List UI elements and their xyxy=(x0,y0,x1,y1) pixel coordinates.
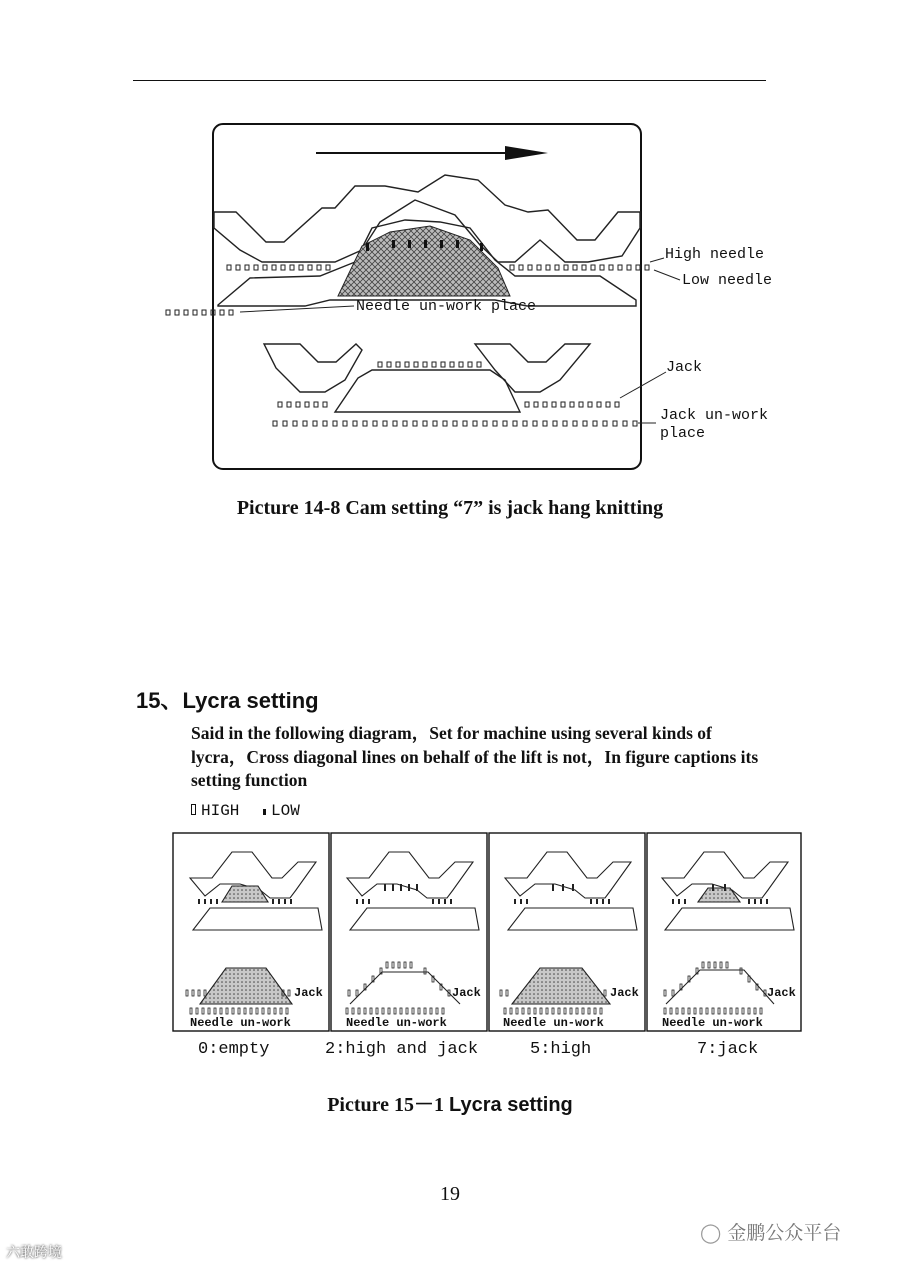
panel-7-jack-label: Jack xyxy=(767,986,796,1000)
lycra-panels xyxy=(170,830,810,1035)
label-low-needle: Low needle xyxy=(682,272,773,289)
figure-14-8 xyxy=(150,115,790,485)
panel-0-caption: 0:empty xyxy=(198,1040,270,1059)
panel-7-drawing xyxy=(662,852,794,1004)
legend-low: LOW xyxy=(271,802,300,820)
section-title: 15、Lycra setting xyxy=(136,688,319,713)
panel-5-jack-label: Jack xyxy=(610,986,639,1000)
panel-5-caption: 5:high xyxy=(530,1040,592,1059)
panel-7-caption: 7:jack xyxy=(697,1040,759,1059)
panel-2-caption: 2:high and jack xyxy=(325,1040,479,1059)
jack-cam-right xyxy=(475,344,590,392)
panel-needle-rows xyxy=(198,884,768,904)
panel-frame-2 xyxy=(331,833,487,1031)
arrow-head-icon xyxy=(505,146,548,160)
label-jack: Jack xyxy=(666,359,703,376)
section-paragraph: Said in the following diagram，Set for machine using several kinds of lycra，Cross diagonal lines on behalf of the lift is not，In figure captions its setting function xyxy=(191,723,759,790)
caption-suffix: Lycra setting xyxy=(449,1094,573,1116)
figure-14-8-caption: Picture 14-8 Cam setting “7” is jack hang knitting xyxy=(236,497,664,519)
header-rule xyxy=(133,80,766,81)
jack-raise-cam xyxy=(335,370,520,412)
panel-unwork-rows xyxy=(190,1008,762,1014)
figure-15-1-caption xyxy=(0,1088,900,1117)
jack-unwork-row xyxy=(273,421,637,426)
leader-jack xyxy=(620,372,666,398)
panel-0-needle-label: Needle un-work xyxy=(190,1016,291,1030)
high-marker-icon xyxy=(191,804,196,815)
panel-5-needle-label: Needle un-work xyxy=(503,1016,604,1030)
needle-unwork-row xyxy=(166,310,233,315)
hatched-region xyxy=(338,226,510,296)
jack-top-row xyxy=(378,362,481,367)
page-number: 19 xyxy=(440,1183,460,1205)
panel-2-needle-label: Needle un-work xyxy=(346,1016,447,1030)
label-needle-unwork: Needle un-work place xyxy=(356,298,537,315)
legend xyxy=(191,802,300,820)
legend-high: HIGH xyxy=(201,802,240,820)
leader-high xyxy=(650,258,664,262)
figure-15-1 xyxy=(170,830,810,1070)
watermark-left: 六敢跨境 xyxy=(6,1245,62,1261)
label-jack-unwork-1: Jack un-work xyxy=(660,407,769,424)
panel-frame-7 xyxy=(647,833,801,1031)
panel-0-jack-label: Jack xyxy=(294,986,323,1000)
panel-2-jack-label: Jack xyxy=(452,986,481,1000)
panel-7-needle-label: Needle un-work xyxy=(662,1016,763,1030)
low-marker-icon xyxy=(263,809,266,815)
panel-2-drawing xyxy=(347,852,479,1004)
jack-row xyxy=(278,402,619,407)
label-high-needle: High needle xyxy=(665,246,765,263)
caption-prefix: Picture 15－1 xyxy=(327,1094,450,1116)
label-jack-unwork-2: place xyxy=(660,425,706,442)
panel-5-drawing xyxy=(505,852,637,1004)
wechat-icon: ◯ xyxy=(700,1222,722,1244)
watermark-right-text: 金鹏公众平台 xyxy=(727,1222,842,1244)
jack-cam-left xyxy=(264,344,362,392)
watermark-right xyxy=(700,1218,841,1245)
panel-0-drawing xyxy=(190,852,322,1004)
leader-needle-unwork xyxy=(240,306,354,312)
leader-low xyxy=(654,270,680,280)
